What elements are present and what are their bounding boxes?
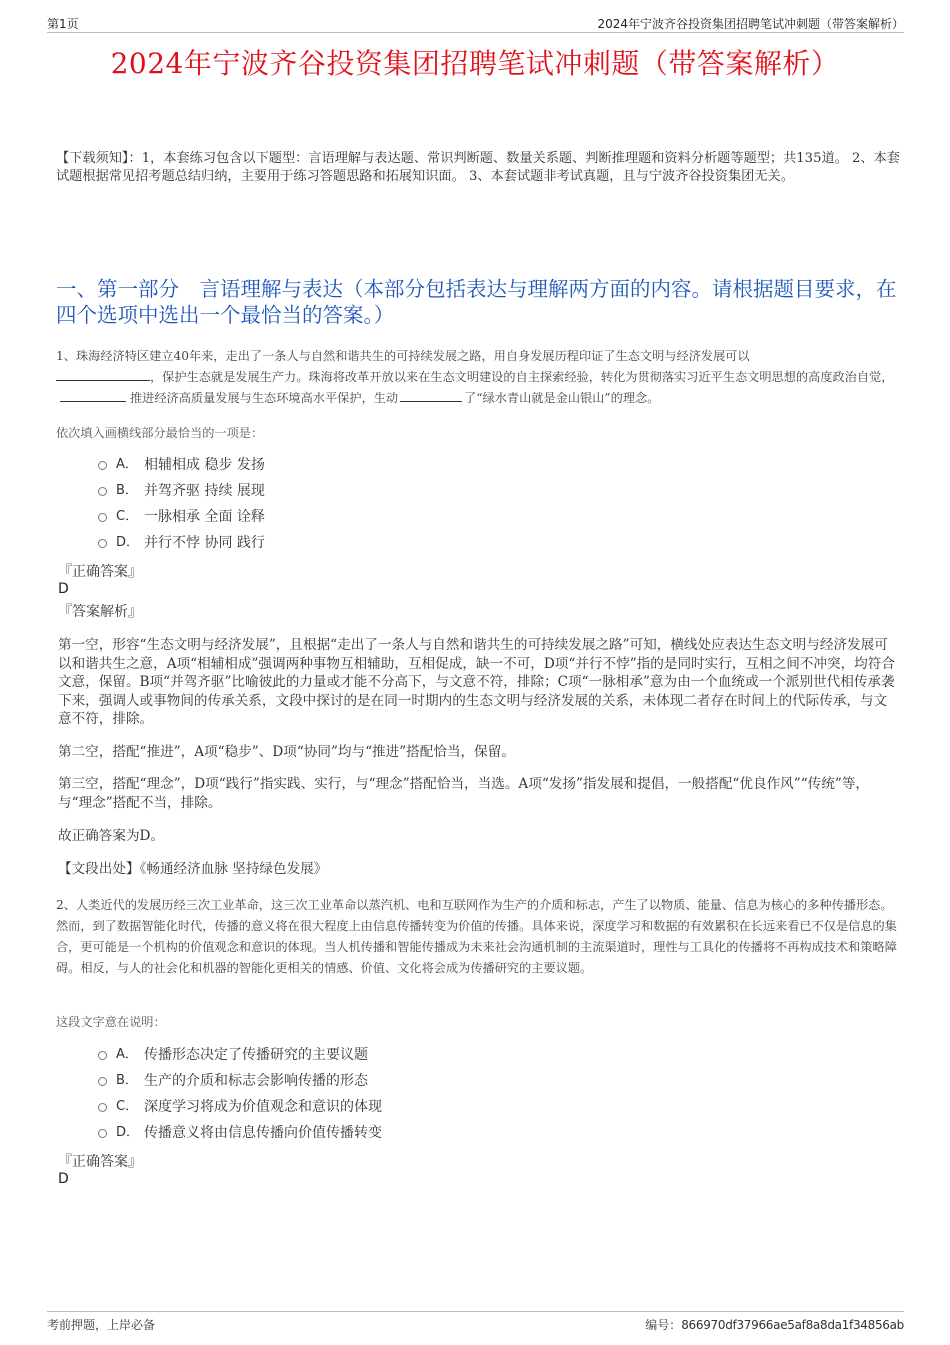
footer-code-value: 866970df37966ae5af8a8da1f34856ab	[681, 1318, 904, 1332]
q1-prompt: 依次填入画横线部分最恰当的一项是：	[56, 426, 264, 440]
radio-circle-icon[interactable]	[98, 513, 107, 522]
answer-blank-2	[60, 389, 126, 402]
page-number: 第1页	[47, 17, 79, 31]
page-header	[47, 14, 904, 33]
page-footer	[47, 1311, 904, 1332]
q2-answer: D	[58, 1171, 69, 1187]
footer-code-label: 编号：	[645, 1318, 682, 1332]
q1-analysis-para-3: 第三空，搭配“理念”，D项“践行”指实践、实行，与“理念”搭配恰当，当选。A项“发扬”指发展和提倡，一般搭配“优良作风”“传统”等，与“理念”搭配不当，排除。	[58, 776, 869, 811]
header-doc-title: 2024年宁波齐谷投资集团招聘笔试冲刺题（带答案解析）	[597, 17, 904, 31]
q1-answer: D	[58, 581, 69, 597]
question-2-text: 2、人类近代的发展历经三次工业革命，这三次工业革命以蒸汽机、电和互联网作为生产的介质和标志，产生了以物质、能量、信息为核心的多种传播形态。然而，到了数据智能化时代，传播的意义将在很大程度上由信息传播转变为价值的传播。具体来说，深度学习和数据的有效累积在长远来看已不仅是信息的集合，更可能是一个机构的价值观念和意识的体现。当人机传播和智能传播成为未来社会沟通机制的主流渠道时，理性与工具化的传播将不再构成技术和策略障碍。相反，与人的社会化和机器的智能化更相关的情感、价值、文化将会成为传播研究的主要议题。	[56, 898, 897, 975]
radio-circle-icon[interactable]	[98, 1051, 107, 1060]
document-title: 2024年宁波齐谷投资集团招聘笔试冲刺题（带答案解析）	[110, 47, 840, 80]
radio-circle-icon[interactable]	[98, 1129, 107, 1138]
radio-circle-icon[interactable]	[98, 539, 107, 548]
q1-source: 【文段出处】《畅通经济血脉 坚持绿色发展》	[58, 861, 328, 877]
download-notice: 【下载须知】：1，本套练习包含以下题型：言语理解与表达题、常识判断题、数量关系题、判断推理题和资料分析题等题型；共135道。 2、本套试题根据常见招考题总结归纳，主要用于练习答题思路和拓展知识面。 3、本套试题非考试真题，且与宁波齐谷投资集团无关。	[56, 151, 900, 184]
q2-answer-label: 『正确答案』	[58, 1154, 142, 1170]
question-1-text	[56, 346, 901, 409]
q1-analysis-para-1: 第一空，形容“生态文明与经济发展”，且根据“走出了一条人与自然和谐共生的可持续发展之路”可知，横线处应表达生态文明与经济发展可以和谐共生之意，A项“相辅相成”强调两种事物互相辅助，互相促成，缺一不可，D项“并行不悖”指的是同时实行，互相之间不冲突，均符合文意，保留。B项“并驾齐驱”比喻彼此的力量或才能不分高下，与文意不符，排除；C项“一脉相承”意为由一个血统或一个派别世代相传承袭下来，强调人或事物间的传承关系，文段中探讨的是在同一时期内的生态文明与经济发展的关系，未体现二者存在时间上的代际传承，与文意不符，排除。	[58, 637, 895, 727]
q1-part-2: ，保护生态就是发展生产力。珠海将改革开放以来在生态文明建设的自主探索经验，转化为贯彻落实习近平生态文明思想的高度政治自觉，	[150, 370, 894, 384]
q1-part-3: 推进经济高质量发展与生态环境高水平保护，生动	[130, 391, 399, 405]
footer-code	[645, 1316, 904, 1333]
q1-part-1: 1、珠海经济特区建立40年来，走出了一条人与自然和谐共生的可持续发展之路，用自身发展历程印证了生态文明与经济发展可以	[56, 349, 750, 363]
answer-blank-3	[400, 389, 462, 402]
q1-answer-label: 『正确答案』	[58, 564, 142, 580]
footer-slogan: 考前押题，上岸必备	[47, 1318, 156, 1332]
answer-blank-1	[56, 368, 150, 381]
q1-analysis-conclusion: 故正确答案为D。	[58, 828, 165, 844]
q1-analysis-label: 『答案解析』	[58, 604, 142, 620]
radio-circle-icon[interactable]	[98, 461, 107, 470]
radio-circle-icon[interactable]	[98, 1103, 107, 1112]
radio-circle-icon[interactable]	[98, 487, 107, 496]
q1-part-4: 了“绿水青山就是金山银山”的理念。	[464, 391, 660, 405]
q2-prompt: 这段文字意在说明：	[56, 1015, 166, 1029]
q1-analysis-para-2: 第二空，搭配“推进”，A项“稳步”、D项“协同”均与“推进”搭配恰当，保留。	[58, 744, 515, 760]
radio-circle-icon[interactable]	[98, 1077, 107, 1086]
section-heading: 一、第一部分 言语理解与表达（本部分包括表达与理解两方面的内容。请根据题目要求，在四个选项中选出一个最恰当的答案。）	[56, 277, 897, 327]
